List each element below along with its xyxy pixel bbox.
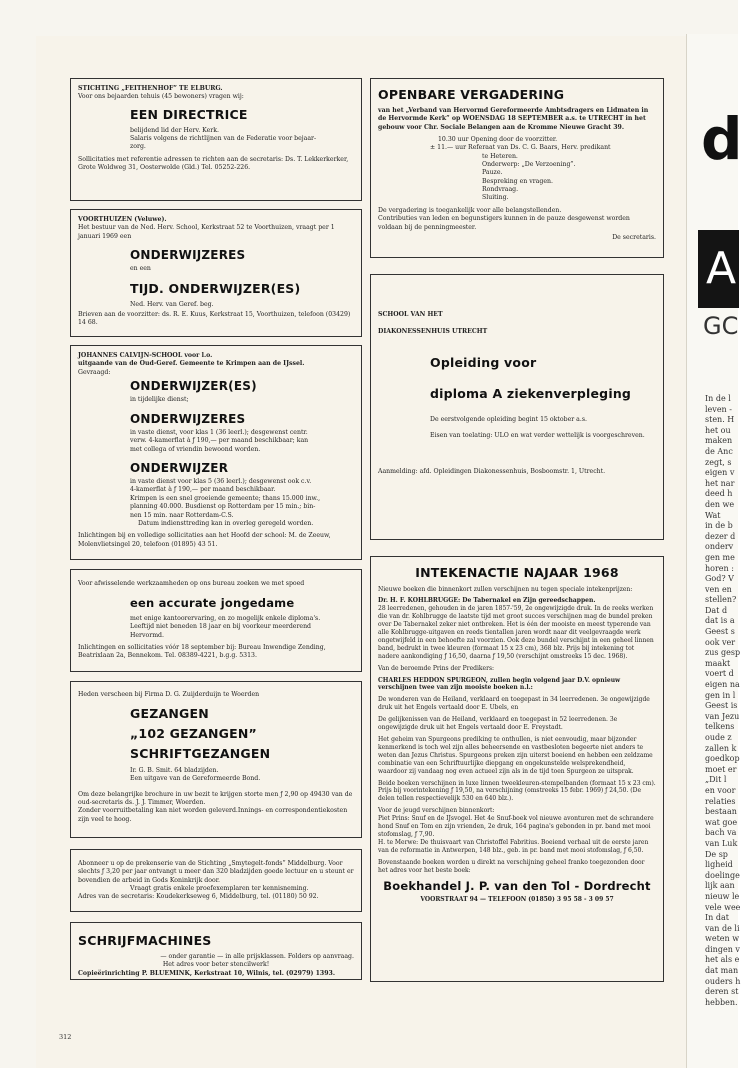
subheading-fragment: GC [703,312,739,340]
ad-text: Eisen van toelating: ULO en wat verder wettelijk is voorgeschreven. [430,431,645,439]
ad-text: planning 40.000. Busdienst op Rotterdam per 15 min.; bin- [130,503,316,511]
article-line: het nar [705,478,735,488]
ad-heading: ONDERWIJZER [130,460,229,475]
article-line: dat man [705,966,739,976]
ad-text: Krimpen is een snel groeiende gemeente; thans 15.000 inw., [130,494,321,502]
ad-text: te Heteren. [482,152,518,160]
ad-heading: ONDERWIJZER(ES) [130,379,257,394]
ad-text: Contributies van leden en begunstigers kunnen in de pauze desgewenst worden voldaan bij de penningmeester. [378,215,630,231]
article-line: goedkop [705,754,740,764]
ad-text: Het adres voor beter stencilwerk! [162,961,270,969]
article-line: vele wee [705,902,741,912]
article-line: maken [705,436,733,446]
ad-heading: „102 GEZANGEN” [130,726,257,742]
ad-req: zorg. [130,143,146,151]
ad-text: DIAKONESSENHUIS UTRECHT [378,328,488,336]
ad-sign: De secretaris. [612,233,656,241]
article-line: relaties [705,796,736,806]
ad-intro: Heden verscheen bij Firma D. G. Zuijderduijn te Woerden [78,691,260,698]
ad-heading: ONDERWIJZERES [130,248,246,263]
ad-text: Leeftijd niet beneden 18 jaar en bij voorkeur meerderend [130,623,312,631]
ad-diakonessenhuis [370,274,664,540]
article-line: lijk aan [705,881,735,891]
ad-text: De eerstvolgende opleiding begint 15 oktober a.s. [430,416,587,424]
book-text: Het geheim van Spurgeons prediking te onthullen, is niet eenvoudig, maar bijzonder kenmerkend is toch wel zijn alles beheersende en vastbesloten begeerte niet anders te weten dan Jezus Christus. Spurgeons preken zijn uiterst boeiend en hebben een zeldzame combinatie van een Schriftuurlijke diepgang en ongekunstelde welsprekendheid, waardoor zij vandaag nog even actueel zijn als in de tijd toen Spurgeon ze uitsprak. [378,736,653,775]
ad-contact: Inlichtingen en sollicitaties vóór 18 september bij: Bureau Inwendige Zending, Beatrixlaan 2a, Bennekom. Tel. 08389-4221, b.g.g. 5313. [78,643,326,660]
ad-text: Hervormd. [130,631,164,639]
ad-contact: Inlichtingen bij en volledige sollicitaties aan het Hoofd der school: M. de Zeeuw, Molenvlietsingel 20, telefoon (01895) 43 51. [78,532,331,548]
article-line: telkens [705,722,735,732]
article-line: voert d [705,669,734,679]
article-line: dat is a [705,616,735,626]
article-line: eigen v [705,468,735,478]
ad-text: Vraagt gratis enkele proefexemplaren ter kennisneming. [130,885,309,893]
ad-text: Het bestuur van de Ned. Herv. School, Kerkstraat 52 te Voorthuizen, vraagt per 1 januari 1969 een [78,224,335,240]
article-line: en voor [705,785,736,795]
article-line: leven - [705,404,732,414]
ad-heading: diploma A ziekenverpleging [430,385,632,401]
article-line: gen me [705,552,735,562]
ad-text: De vergadering is toegankelijk voor alle belangstellenden. [378,206,562,214]
book-title: Dr. H. F. KOHLBRUGGE: De Tabernakel en Zijn gereedschappen. [378,597,596,605]
ad-text: Adres van de secretaris: Koudekerkseweg 6, Middelburg, tel. (01180) 50 92. [78,893,319,901]
ad-text: Abonneer u op de prekenserie van de Stichting „Smytegelt-fonds” Middelburg. Voor slechts ƒ 3,20 per jaar ontvangt u meer dan 320 bladzijden goede lectuur en u steunt er bovendien de arbeid in Gods Koninkrijk door. [78,860,354,884]
adjacent-page [686,34,743,1068]
ad-text: SCHOOL VAN HET [378,311,443,318]
ad-contact: Sollicitaties met referentie adressen te richten aan de secretaris: Ds. T. Lekkerkerker, Grote Woldweg 31, Oosterwolde (Gld.) Tel. 05252-226. [78,155,349,172]
article-line: weten w [705,934,740,944]
ad-text: in vaste dienst, voor klas 1 (36 leerl.); desgewenst centr. [130,428,308,436]
ad-text: in tijdelijke dienst; [130,396,189,404]
article-line: van Jezu [705,711,740,721]
article-line: wat goe [705,817,738,827]
article-line: Dat d [705,605,728,615]
article-line: God? V [705,574,734,584]
ad-text: met enige kantoorervaring, en zo mogelijk enkele diploma's. [130,614,321,622]
ad-text: Een uitgave van de Gereformeerde Bond. [130,775,261,783]
ad-intro: Nieuwe boeken die binnenkort zullen verschijnen nu tegen speciale intekenprijzen: [378,585,633,593]
ad-text: ± 11.— uur Referaat van Ds. C. G. Baars, Herv. predikant [430,144,611,152]
ad-school: JOHANNES CALVIJN-SCHOOL voor l.o. [78,352,213,359]
article-line: sten. H [705,415,735,425]
ad-heading: TIJD. ONDERWIJZER(ES) [130,280,301,296]
ad-text: — onder garantie — in alle prijsklassen. Folders op aanvraag. [160,952,354,960]
book-text: 28 leerredenen, gehouden in de jaren 1857-'59, 2e ongewijzigde druk. In de reeks werken die van dr. Kohlbrugge de laatste tijd met groot succes verschijnen mag de bundel preken over De Tabernakel zeker niet ontbreken. Het is één der mooiste en meest typerende van alle Kohlbrugge-uitgaven en reeds tientallen jaren wordt naar dit veelgevraagde werk ongetwijfeld in een behoefte zal voorzien. Ook deze bundel verschijnt in een geheel linnen band, bedrukt in twee kleuren (formaat 15 x 23 cm), 368 blz. Prijs bij intekening tot nadere aankondiging ƒ 16,50, daarna ƒ 19,50 (verschijnt omstreeks 15 dec. 1968). [378,605,654,660]
ad-text: Gevraagd: [78,368,111,376]
article-line: bestaan [705,807,737,817]
shop-name: Boekhandel J. P. van den Tol - Dordrecht [383,878,651,893]
ad-calvijn-school [70,345,362,560]
ad-text: Onderwerp: „De Verzoening”. [482,161,576,169]
ad-contact: Brieven aan de voorzitter: ds. R. E. Kuus, Kerkstraat 15, Voorthuizen, telefoon (03429) 14 68. [78,310,351,327]
article-line: het als e [705,955,740,965]
book-text: De wonderen van de Heiland, verklaard en toegepast in 34 leerredenen. 3e ongewijzigde druk uit het Engels vertaald door E. Ubels, en [378,696,650,712]
ad-school: uitgaande van de Oud-Geref. Gemeente te Krimpen aan de IJssel. [78,360,305,368]
ad-text: Van de beroemde Prins der Predikers: [378,664,495,672]
article-line: eigen na [705,680,740,690]
ad-text: Ir. G. B. Smit. 64 bladzijden. [130,766,219,774]
article-column-fragment [705,394,741,1008]
ad-jongedame [70,569,362,672]
article-line: dezer d [705,531,736,541]
ad-text: Voor de jeugd verschijnen binnenkort: [378,807,495,815]
headline-fragment: d [701,105,743,173]
ad-text: Zonder voorruitbetaling kan niet worden geleverd.Innings- en correspondentiekosten zijn veel te hoog. [78,807,348,823]
ad-heading: INTEKENACTIE NAJAAR 1968 [415,565,619,580]
article-line: in de b [705,521,733,531]
ad-feithenhof [70,78,362,201]
ad-text: nen 15 min. naar Rotterdam-C.S. [130,511,234,519]
article-line: dingen v [705,944,740,954]
book-text: H. te Merwe: De thuisvaart van Christoffel Fabritius. Boeiend verhaal uit de eerste jaren van de reformatie in Antwerpen, 148 blz., geb. in pr. band met mooi stofomslag, ƒ 6,50. [378,838,649,854]
ad-contact: Aanmelding: afd. Opleidingen Diakonessenhuis, Bosboomstr. 1, Utrecht. [378,468,606,476]
ad-heading: een accurate jongedame [130,596,295,611]
ad-text: 10.30 uur Opening door de voorzitter. [438,135,558,143]
article-line: In de l [705,394,731,403]
ad-heading: EEN DIRECTRICE [130,106,248,122]
ad-text: Ned. Herv. van Geref. beg. [130,300,214,308]
ad-text: met collega of vriendin bewoond worden. [130,445,261,453]
article-line: zegt, s [705,457,732,467]
ad-schrijfmachines [70,922,362,980]
article-line: zus gesp [705,648,741,658]
ad-text: Bovenstaande boeken worden u direkt na verschijning geheel franko toegezonden door het adres voor het beste boek: [378,858,645,874]
article-line: gen in l [705,690,736,700]
article-line: deed h [705,489,733,499]
ad-req: belijdend lid der Herv. Kerk. [130,126,219,134]
book-text: Beide boeken verschijnen in luxe linnen tweekleuren-stempelbanden (formaat 15 x 23 cm). Prijs bij voorintekening ƒ 19,50, na verschijning (omstreeks 15 febr. 1969) ƒ 24,50. (De delen tellen respectievelijk 530 en 640 blz.). [378,779,656,803]
ad-text: Rondvraag. [482,186,519,194]
book-text: Piet Prins: Snuf en de IJsvogel. Het 4e Snuf-boek vol nieuwe avonturen met de schrandere hond Snuf en Tom en zijn vrienden, 2e druk, 164 pagina's gebonden in pr. band met mooi stofomslag, ƒ 7,90. [378,815,654,838]
ad-text: Datum indiensttreding kan in overleg geregeld worden. [138,519,314,527]
article-line: zallen k [705,743,737,753]
book-title: CHARLES HEDDON SPURGEON, zullen begin volgend jaar D.V. opnieuw verschijnen twee van zijn mooiste boeken n.l.: [378,676,621,692]
ad-intro: Voor afwisselende werkzaamheden op ons bureau zoeken we met spoed [78,580,305,587]
article-line: nieuw le [705,891,740,901]
article-line: maakt [705,658,731,668]
ad-text: 4-kamerflat à ƒ 190,— per maand beschikbaar. [130,486,276,494]
ad-text: Sluiting. [482,194,509,202]
ad-text: Bespreking en vragen. [482,177,553,185]
ad-text: Copieërinrichting P. BLUEMINK, Kerkstraat 10, Wilnis, tel. (02979) 1393. [78,969,335,977]
ad-heading: Opleiding voor [430,354,537,370]
article-line: de Anc [705,446,733,456]
page-number: 312 [59,1033,72,1041]
ad-sub: Voor ons bejaarden tehuis (45 bewoners) vragen wij: [78,93,244,101]
article-line: horen : [705,563,734,573]
ad-req: Salaris volgens de richtlijnen van de Federatie voor bejaar- [130,134,317,142]
article-line: bach va [705,828,737,838]
article-line: ook ver [705,637,736,647]
ad-place: VOORTHUIZEN (Veluwe). [78,216,167,223]
ad-heading: GEZANGEN [130,706,209,722]
ad-org: STICHTING „FEITHENHOF” TE ELBURG. [78,85,223,92]
ad-voorthuizen [70,209,362,337]
ad-text: en een [130,265,151,273]
banner-letter: A [706,243,737,294]
article-line: De sp [705,849,728,859]
article-line: oude z [705,733,732,742]
article-line: het ou [705,425,731,435]
ad-openbare-vergadering [370,78,664,258]
ad-heading: SCHRIFTGEZANGEN [130,746,271,762]
article-line: Geest is [705,701,738,711]
article-line: den we [705,499,735,509]
article-line: moet er [705,764,737,774]
article-line: ouders h [705,976,741,986]
article-line: ligheid [705,860,733,870]
ad-heading: OPENBARE VERGADERING [378,87,565,102]
article-line: Geest s [705,627,735,637]
ad-smytegelt [70,849,362,912]
ad-text: in vaste dienst voor klas 5 (36 leerl.); desgewenst ook c.v. [130,478,312,486]
book-text: De gelijkenissen van de Heiland, verklaard en toegepast in 52 leerredenen. 3e ongewijzigde druk uit het Engels vertaald door E. Freystadt. [378,716,618,732]
article-line: „Dit l [705,775,727,785]
ad-heading: SCHRIJFMACHINES [78,933,212,948]
article-line: van de li [705,923,740,933]
ad-heading: ONDERWIJZERES [130,411,246,426]
ad-text: verw. 4-kamerflat à ƒ 190,— per maand beschikbaar; kan [130,437,309,445]
article-line: Wat [705,510,721,520]
ad-gezangen [70,681,362,838]
article-line: hebben. [705,997,738,1007]
shop-address: VOORSTRAAT 94 — TELEFOON (01850) 3 95 58 - 3 09 57 [420,895,614,903]
article-line: onderv [705,542,734,552]
ad-text: Pauze. [482,169,503,177]
article-line: In dat [705,913,729,923]
article-line: stellen? [705,595,737,605]
ad-intro: van het „Verband van Hervormd Gereformeerde Ambtsdragers en Lidmaten in de Hervormde Kerk” op WOENSDAG 18 SEPTEMBER a.s. te UTRECHT in het gebouw voor Chr. Sociale Belangen aan de Kromme Nieuwe Gracht 39. [378,106,649,131]
ad-text: Om deze belangrijke brochure in uw bezit te krijgen storte men ƒ 2,90 op 49430 van de oud-secretaris ds. J. J. Timmer, Woerden. [78,790,353,807]
article-line: deren st [705,987,739,997]
article-line: ven en [705,584,732,594]
article-line: van Luk [705,838,738,848]
ad-intekenactie [370,556,664,982]
article-line: doelinge [705,870,740,880]
black-banner [698,230,739,308]
